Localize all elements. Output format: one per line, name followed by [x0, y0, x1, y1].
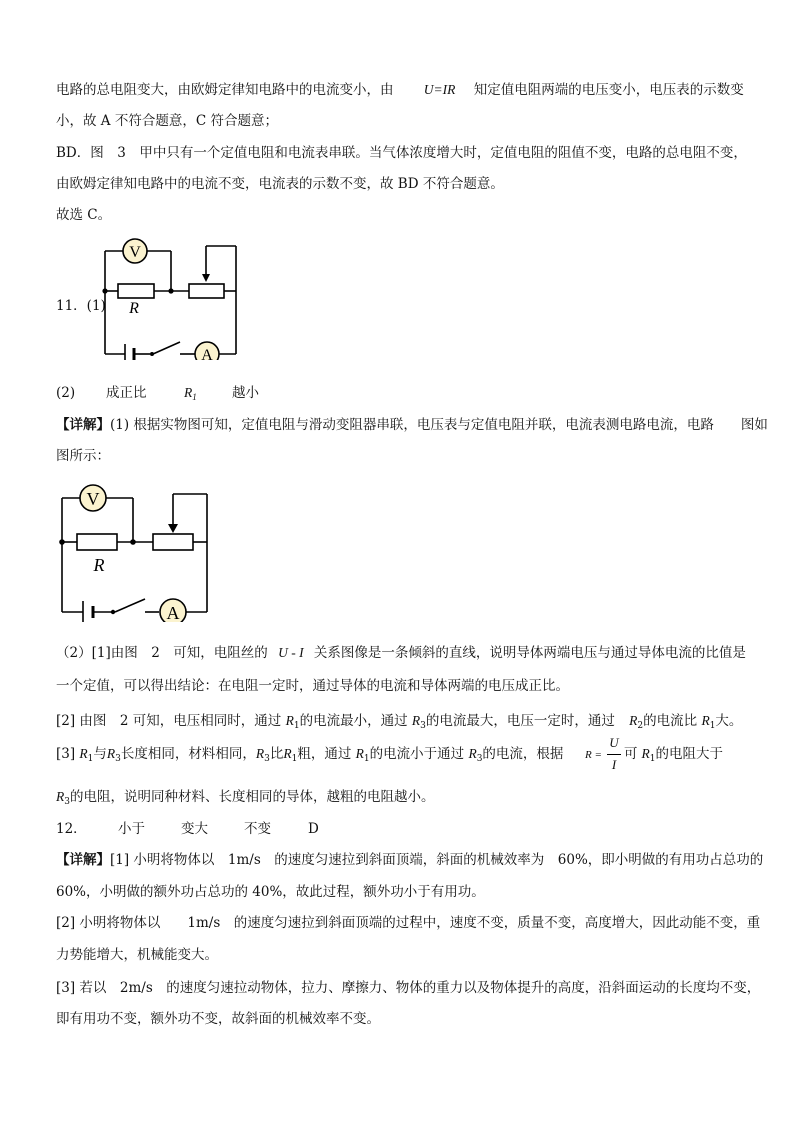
answer-3: 越小 [232, 385, 259, 401]
text-line: [2] 小明将物体以 1m/s 的速度匀速拉到斜面顶端的过程中，速度不变，质量不变，高度增大，因此动能不变，重 [56, 915, 761, 931]
formula-numerator: U [609, 735, 619, 750]
text-line: 【详解】(1) 根据实物图可知，定值电阻与滑动变阻器串联，电压表与定值电阻并联，电流表测电路电流，电路 图如 [56, 417, 768, 433]
text-line: 即有用功不变，额外功不变，故斜面的机械效率不变。 [56, 1011, 380, 1027]
text-segment: 知定值电阻两端的电压变小，电压表的示数变 [473, 82, 744, 98]
text-line: 一个定值，可以得出结论：在电阻一定时，通过导体的电流和导体两端的电压成正比。 [56, 678, 569, 694]
circuit-diagram-large [55, 482, 215, 622]
text-line: [2] 由图 2 可知，电压相同时，通过 $R_1$的电流最小，通过 $R_3$的电流最大，电压一定时，通过 $R_2$的电流比 $R_1$大。 [56, 713, 743, 731]
text-line: $R_3$的电阻，说明同种材料、长度相同的导体，越粗的电阻越小。 [56, 789, 435, 807]
text-line: [3] 若以 2m/s 的速度匀速拉动物体，拉力、摩擦力、物体的重力以及物体提升的高度，沿斜面运动的长度均不变， [56, 980, 761, 996]
slider-arrow-icon [168, 524, 178, 533]
question-number: 11．(1) [56, 298, 106, 314]
text-line: [3] $R_1$与$R_3$长度相同，材料相同，$R_3$比$R_1$粗，通过 $R_1$的电流小于通过 $R_3$的电流，根据 [56, 746, 564, 764]
slider-arrow-icon [202, 274, 210, 282]
answer-1: 成正比 [106, 385, 147, 401]
resistor-label: R [129, 300, 139, 317]
sub-question-label: (2) [56, 385, 76, 401]
answer-3: 不变 [244, 821, 271, 837]
svg-text:V: V [129, 244, 141, 261]
resistor-label: R [93, 555, 105, 575]
question-number: 12． [56, 821, 87, 837]
text-line: 【详解】[1] 小明将物体以 1m/s 的速度匀速拉到斜面顶端，斜面的机械效率为 60%，即小明做的有用功占总功的 [56, 852, 764, 868]
text-line: BD．图 3 甲中只有一个定值电阻和电流表串联。当气体浓度增大时，定值电阻的阻值不变，电路的总电阻不变， [56, 145, 747, 161]
answer-1: 小于 [118, 821, 145, 837]
text-line: 可 $R_1$的电阻大于 [624, 746, 723, 764]
answer-2: 变大 [181, 821, 208, 837]
svg-text:A: A [166, 603, 180, 622]
formula-r: R = [585, 749, 602, 761]
answer-4: D [308, 821, 319, 837]
resistor-r [118, 284, 154, 298]
resistor-r [77, 534, 117, 550]
text-segment: 电路的总电阻变大，由欧姆定律知电路中的电流变小，由 [56, 82, 394, 98]
text-line: 力势能增大，机械能变大。 [56, 947, 218, 963]
text-line: 图所示： [56, 448, 110, 464]
answer-2: $R_1$ [184, 385, 197, 402]
formula-ui: U - I [278, 645, 304, 660]
text-line: 由欧姆定律知电路中的电流不变，电流表的示数不变，故 BD 不符合题意。 [56, 176, 504, 192]
rheostat [153, 534, 193, 550]
text-line: 60%，小明做的额外功占总功的 40%，故此过程，额外功小于有用功。 [56, 884, 485, 900]
svg-text:A: A [201, 347, 213, 360]
text-line [56, 81, 744, 99]
circuit-diagram-small [100, 236, 242, 360]
formula-denominator: I [611, 757, 617, 772]
text-line: 故选 C。 [56, 207, 112, 223]
formula-uir: U=IR [423, 82, 456, 97]
text-line: 小，故 A 不符合题意，C 符合题意； [56, 113, 278, 129]
rheostat [189, 284, 224, 298]
detail-tag: 【详解】 [56, 852, 110, 868]
fraction-bar [607, 754, 621, 755]
svg-text:V: V [86, 489, 100, 509]
text-line: （2）[1]由图 2 可知，电阻丝的 U - I 关系图像是一条倾斜的直线，说明导体两端电压与通过导体电流的比值是 [56, 645, 746, 661]
detail-tag: 【详解】 [56, 417, 110, 433]
